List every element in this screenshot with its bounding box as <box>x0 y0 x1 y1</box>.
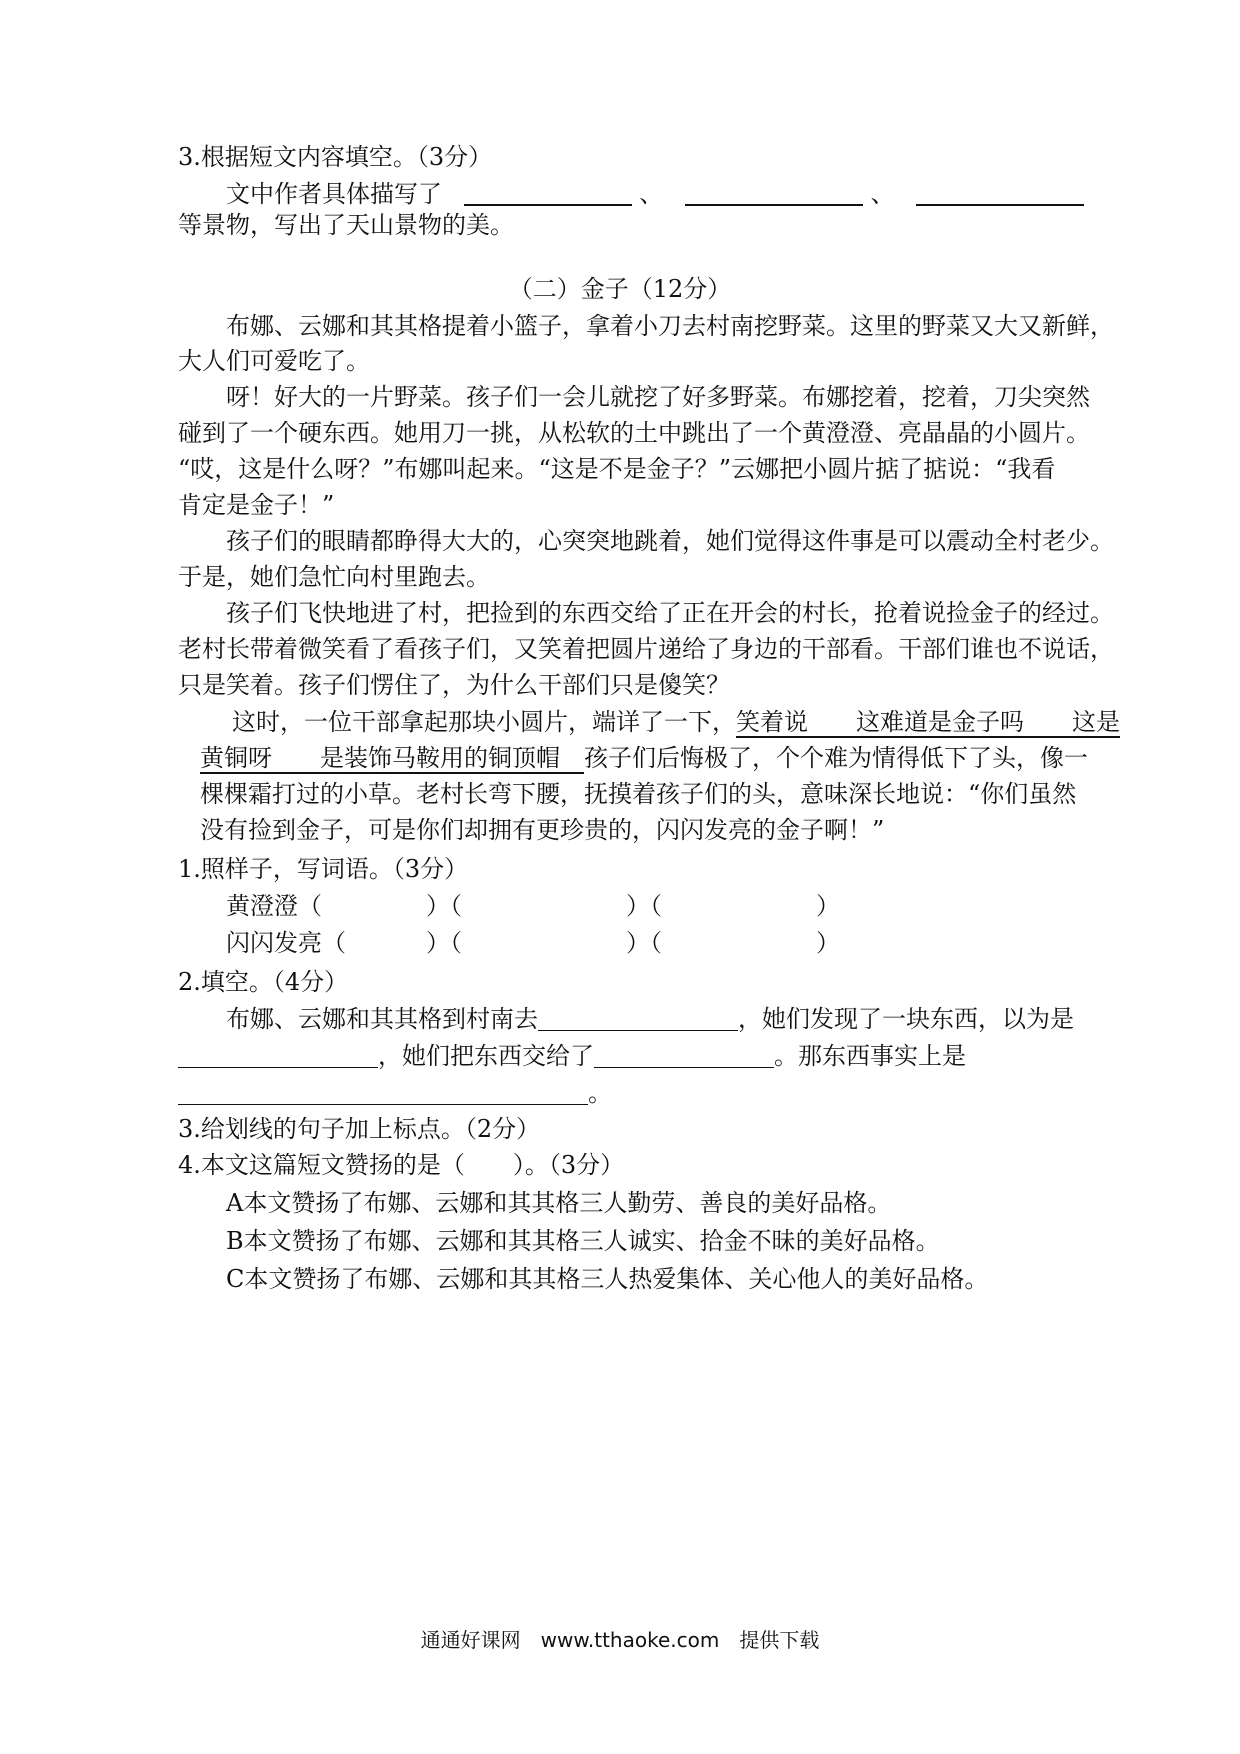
question-text: 。那东西事实上是 <box>774 1042 966 1070</box>
answer-blank[interactable] <box>538 1004 738 1031</box>
paren-blank[interactable]: ）（ <box>626 892 662 920</box>
question-1-label: 1.照样子，写词语。（3分） <box>178 855 469 883</box>
question-text: ，她们把东西交给了 <box>378 1042 594 1070</box>
passage-line: 于是，她们急忙向村里跑去。 <box>178 563 490 591</box>
question-2-label: 2.填空。（4分） <box>178 968 349 996</box>
passage-text: 孩子们后悔极了，个个难为情得低下了头，像一 <box>584 744 1088 772</box>
footer-note: 通通好课网 www.tthaoke.com 提供下载 <box>420 1628 820 1652</box>
question-text: 。 <box>588 1079 612 1107</box>
paren-blank[interactable]: ）（ <box>626 929 662 957</box>
section-title: （二）金子（12分） <box>508 275 732 303</box>
option-b[interactable]: B本文赞扬了布娜、云娜和其其格三人诚实、拾金不昧的美好品格。 <box>226 1227 940 1255</box>
passage-line: 大人们可爱吃了。 <box>178 347 370 375</box>
paren-blank[interactable]: ） <box>816 929 840 957</box>
passage-text: 这时，一位干部拿起那块小圆片，端详了一下， <box>232 708 736 736</box>
question-text: 布娜、云娜和其其格到村南去 <box>226 1005 538 1033</box>
answer-blank-2[interactable] <box>685 178 863 206</box>
passage-line <box>232 703 1120 741</box>
passage-line: 孩子们的眼睛都睁得大大的，心突突地跳着，她们觉得这件事是可以震动全村老少。 <box>226 527 1114 555</box>
paren-blank[interactable]: ）（ <box>426 929 462 957</box>
option-c[interactable]: C本文赞扬了布娜、云娜和其其格三人热爱集体、关心他人的美好品格。 <box>226 1265 989 1293</box>
question-3-text: 文中作者具体描写了 <box>226 180 442 208</box>
answer-blank[interactable] <box>178 1041 378 1068</box>
underlined-sentence: 黄铜呀 是装饰马鞍用的铜顶帽 <box>200 744 584 772</box>
question-4-label: 4.本文这篇短文赞扬的是（ ）。（3分） <box>178 1151 625 1179</box>
fill-line <box>178 1074 612 1112</box>
passage-line: “哎，这是什么呀？”布娜叫起来。“这是不是金子？”云娜把小圆片掂了掂说：“我看 <box>178 455 1056 483</box>
passage-line: 孩子们飞快地进了村，把捡到的东西交给了正在开会的村长，抢着说捡金子的经过。 <box>226 599 1114 627</box>
passage-line: 肯定是金子！” <box>178 491 335 519</box>
passage-line: 棵棵霜打过的小草。老村长弯下腰，抚摸着孩子们的头，意味深长地说：“你们虽然 <box>200 780 1077 808</box>
passage-line: 老村长带着微笑看了看孩子们，又笑着把圆片递给了身边的干部看。干部们谁也不说话， <box>178 635 1114 663</box>
answer-blank-1[interactable] <box>464 178 632 206</box>
passage-line: 没有捡到金子，可是你们却拥有更珍贵的，闪闪发亮的金子啊！” <box>200 816 885 844</box>
question-3-text-end: 等景物，写出了天山景物的美。 <box>178 211 514 239</box>
question-text: ，她们发现了一块东西，以为是 <box>738 1005 1074 1033</box>
passage-line: 呀！好大的一片野菜。孩子们一会儿就挖了好多野菜。布娜挖着，挖着，刀尖突然 <box>226 383 1090 411</box>
fill-line <box>178 1037 966 1075</box>
question-3-label: 3.根据短文内容填空。（3分） <box>178 143 493 171</box>
passage-line: 只是笑着。孩子们愣住了，为什么干部们只是傻笑？ <box>178 671 730 699</box>
separator: 、 <box>639 180 664 208</box>
passage-line: 布娜、云娜和其其格提着小篮子，拿着小刀去村南挖野菜。这里的野菜又大又新鲜， <box>226 312 1114 340</box>
answer-blank[interactable] <box>178 1078 588 1105</box>
question-3b-label: 3.给划线的句子加上标点。（2分） <box>178 1115 541 1143</box>
example-word: 闪闪发亮（ <box>226 929 346 957</box>
passage-line: 碰到了一个硬东西。她用刀一挑，从松软的土中跳出了一个黄澄澄、亮晶晶的小圆片。 <box>178 419 1090 447</box>
separator: 、 <box>870 180 895 208</box>
passage-line <box>200 739 1088 777</box>
paren-blank[interactable]: ）（ <box>426 892 462 920</box>
paren-blank[interactable]: ） <box>816 892 840 920</box>
answer-blank-3[interactable] <box>916 178 1084 206</box>
option-a[interactable]: A本文赞扬了布娜、云娜和其其格三人勤劳、善良的美好品格。 <box>226 1189 892 1217</box>
answer-blank[interactable] <box>594 1041 774 1068</box>
underlined-sentence: 笑着说 这难道是金子吗 这是 <box>736 708 1120 736</box>
example-word: 黄澄澄（ <box>226 892 322 920</box>
fill-line <box>226 1000 1074 1038</box>
